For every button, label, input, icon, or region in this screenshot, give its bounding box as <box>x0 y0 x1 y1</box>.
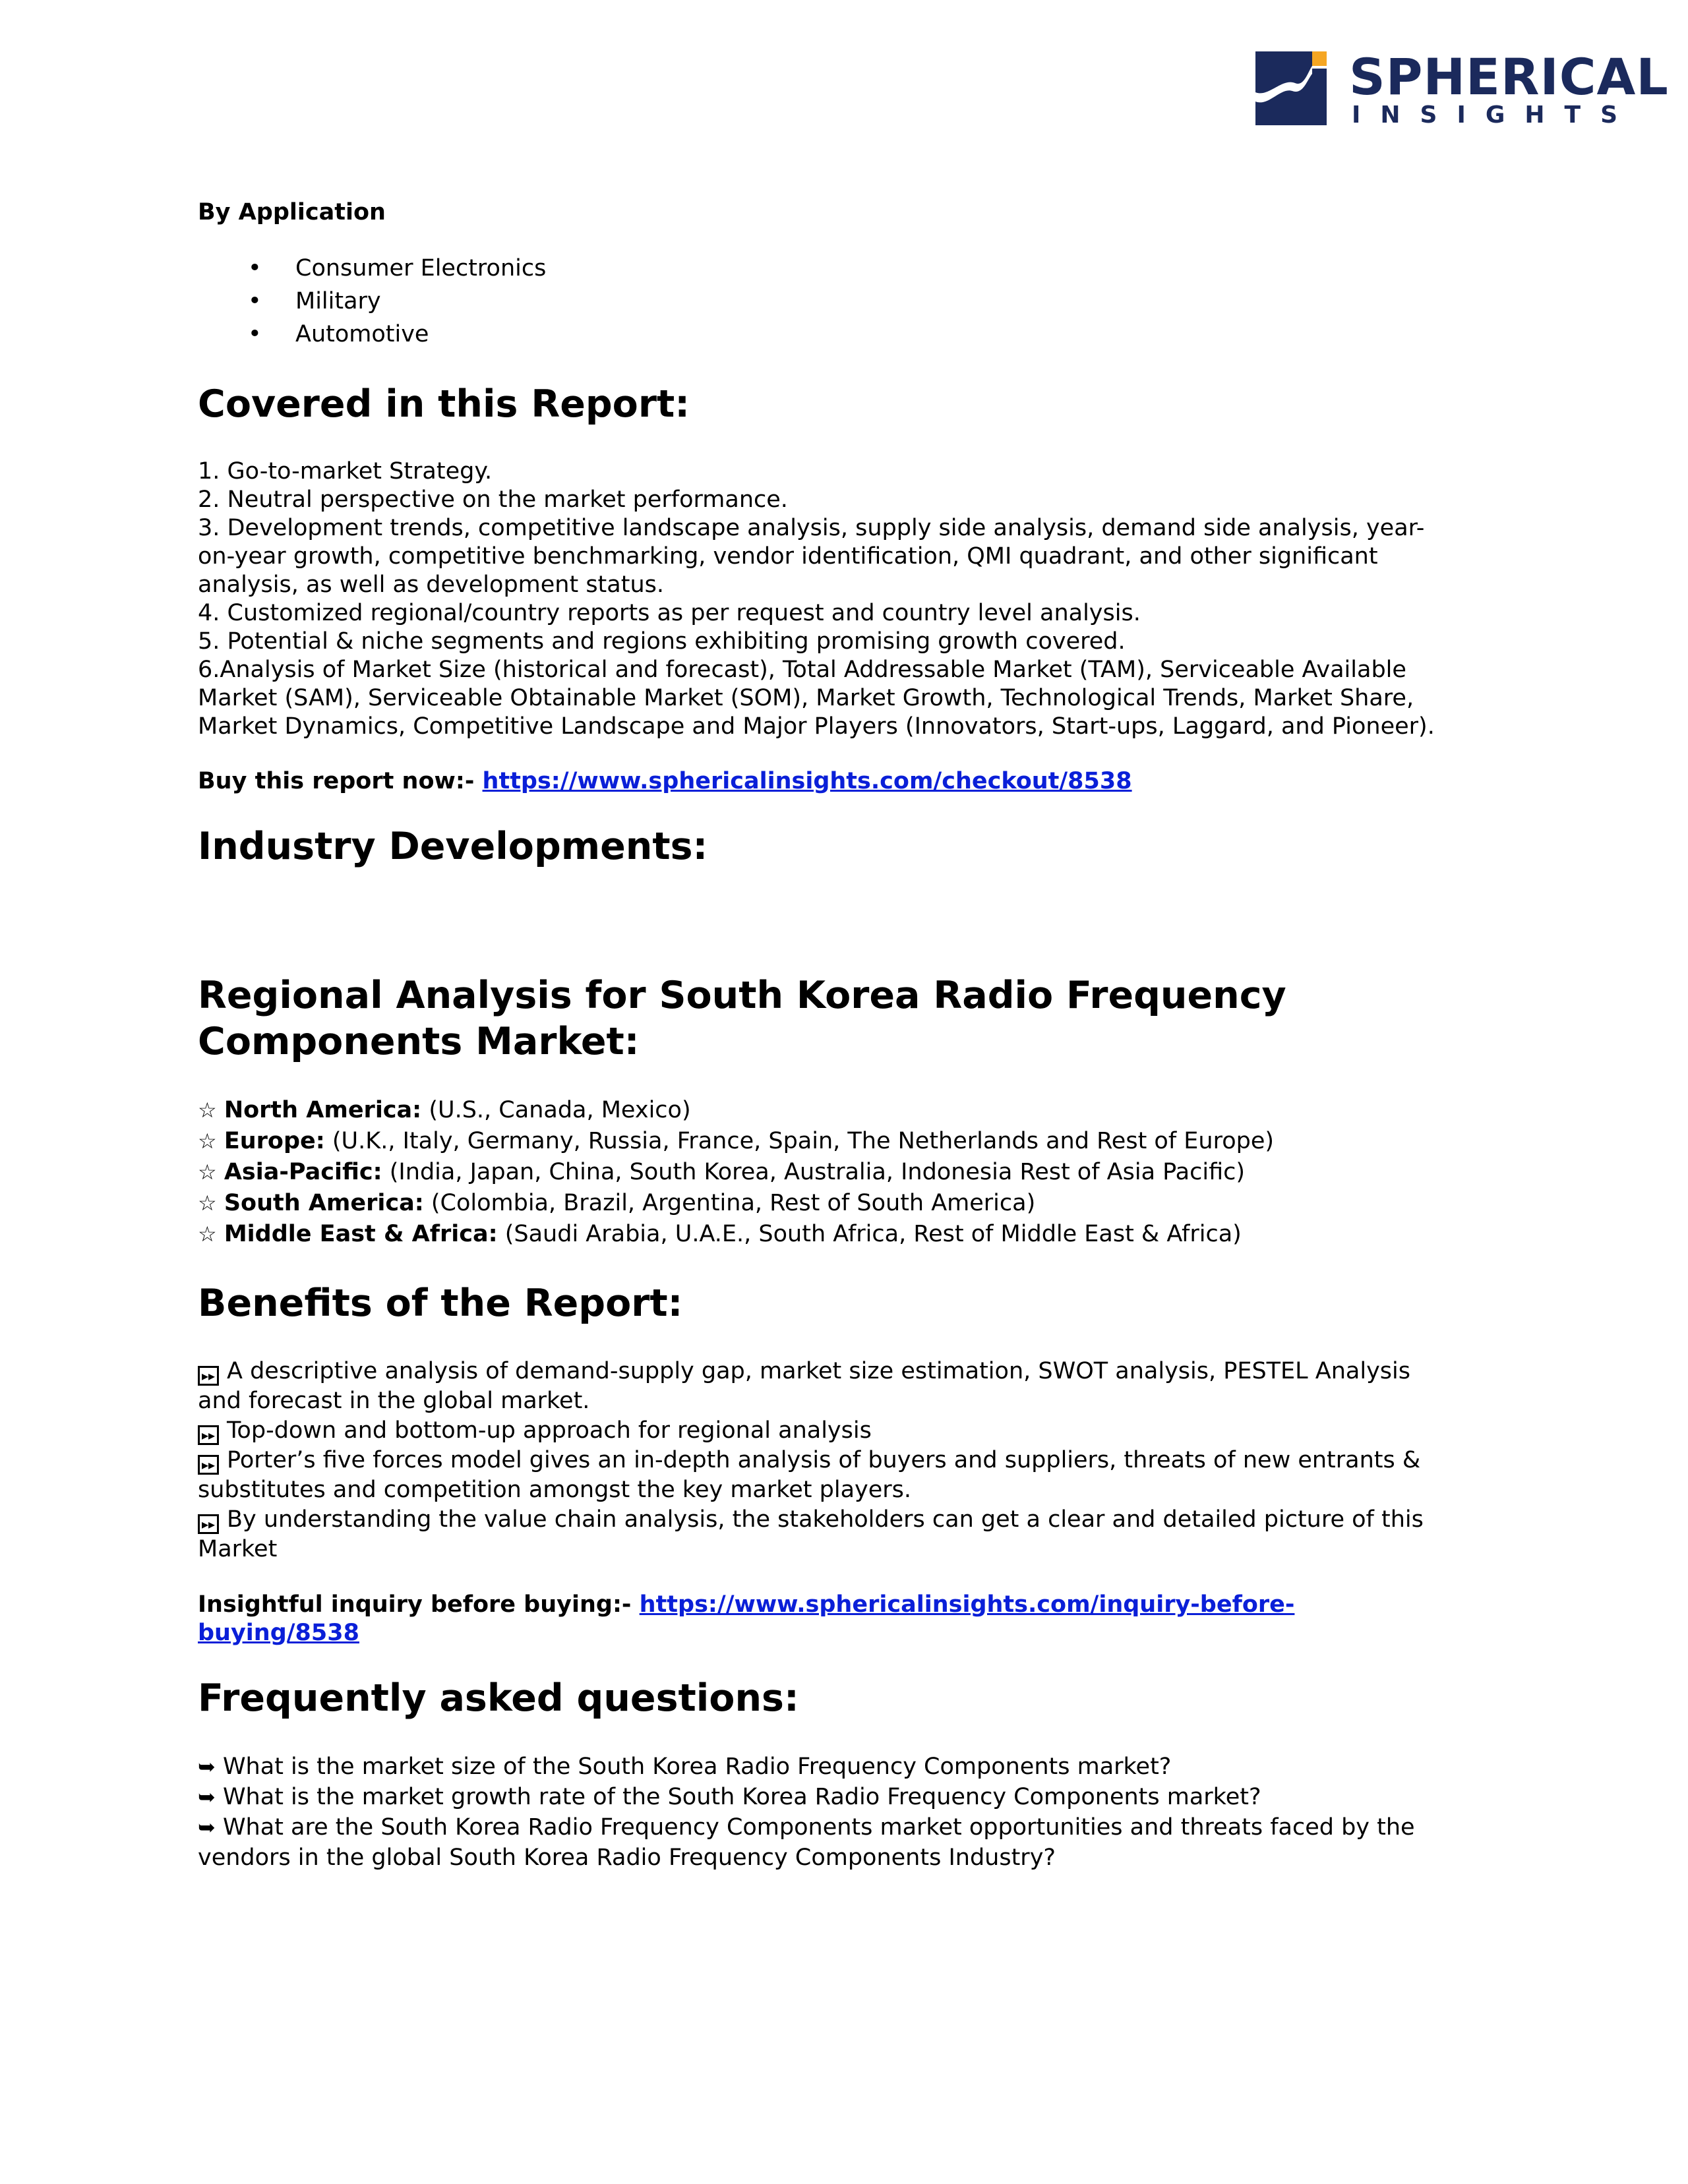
region-item: ☆ South America: (Colombia, Brazil, Argentina, Rest of South America) <box>198 1188 1490 1219</box>
faq-heading: Frequently asked questions: <box>198 1676 799 1720</box>
inquiry-line <box>198 1591 1490 1647</box>
star-icon: ☆ <box>198 1191 217 1216</box>
covered-line: 3. Development trends, competitive landscape analysis, supply side analysis, demand side analysis, year- <box>198 515 1425 541</box>
benefit-item-continued: substitutes and competition amongst the key market players. <box>198 1477 912 1503</box>
spherical-insights-logo <box>1255 47 1669 129</box>
regional-analysis-heading: Regional Analysis for South Korea Radio Frequency Components Market: <box>198 974 1286 1063</box>
inquiry-label: Insightful inquiry before buying:- <box>198 1591 640 1618</box>
covered-line: 1. Go-to-market Strategy. <box>198 458 493 485</box>
fast-forward-icon: ▸▸ <box>198 1425 219 1445</box>
region-item: ☆ Europe: (U.K., Italy, Germany, Russia, France, Spain, The Netherlands and Rest of Europe) <box>198 1126 1490 1157</box>
covered-line: analysis, as well as development status. <box>198 572 664 598</box>
benefits-list <box>198 1357 1490 1564</box>
inquiry-link[interactable]: https://www.sphericalinsights.com/inquiry-before- <box>639 1591 1295 1618</box>
star-icon: ☆ <box>198 1098 217 1123</box>
buy-now-line <box>198 767 1490 796</box>
star-icon: ☆ <box>198 1160 217 1185</box>
inquiry-link-continued[interactable]: buying/8538 <box>198 1620 359 1646</box>
list-item: • Automotive <box>295 318 1490 351</box>
covered-line: on-year growth, competitive benchmarking, vendor identification, QMI quadrant, and other significant <box>198 543 1378 570</box>
fast-forward-icon: ▸▸ <box>198 1514 219 1534</box>
arrow-icon: ➥ <box>198 1815 216 1840</box>
arrow-icon: ➥ <box>198 1754 216 1779</box>
logo-mark-icon <box>1255 51 1327 125</box>
application-list <box>198 252 1490 351</box>
bullet-icon: • <box>248 321 262 347</box>
fast-forward-icon: ▸▸ <box>198 1366 219 1386</box>
benefit-item: ▸▸ By understanding the value chain analysis, the stakeholders can get a clear and detailed picture of this <box>198 1505 1490 1535</box>
benefit-item-continued: Market <box>198 1536 278 1562</box>
covered-line: Market (SAM), Serviceable Obtainable Market (SOM), Market Growth, Technological Trends, Market Share, <box>198 685 1414 711</box>
arrow-icon: ➥ <box>198 1785 216 1810</box>
covered-line: 6.Analysis of Market Size (historical and forecast), Total Addressable Market (TAM), Serviceable Available <box>198 657 1406 683</box>
faq-item: ➥ What are the South Korea Radio Frequency Components market opportunities and threats faced by the <box>198 1812 1490 1843</box>
benefits-heading: Benefits of the Report: <box>198 1282 683 1325</box>
region-item: ☆ Asia-Pacific: (India, Japan, China, South Korea, Australia, Indonesia Rest of Asia Pacific) <box>198 1157 1490 1188</box>
faq-list <box>198 1752 1490 1873</box>
covered-line: Market Dynamics, Competitive Landscape and Major Players (Innovators, Start-ups, Laggard, and Pioneer). <box>198 713 1435 740</box>
bullet-icon: • <box>248 255 262 281</box>
faq-item: ➥ What is the market growth rate of the South Korea Radio Frequency Components market? <box>198 1782 1490 1812</box>
region-item: ☆ Middle East & Africa: (Saudi Arabia, U.A.E., South Africa, Rest of Middle East & Africa) <box>198 1219 1490 1250</box>
logo-text-spherical: SPHERICAL <box>1349 47 1669 106</box>
buy-now-label: Buy this report now:- <box>198 768 483 794</box>
benefit-item-continued: and forecast in the global market. <box>198 1388 590 1414</box>
list-item: • Consumer Electronics <box>295 252 1490 285</box>
document-body <box>198 195 1490 1873</box>
benefit-item: ▸▸ A descriptive analysis of demand-supply gap, market size estimation, SWOT analysis, PESTEL Analysis <box>198 1357 1490 1386</box>
benefit-item: ▸▸ Porter’s five forces model gives an in-depth analysis of buyers and suppliers, threats of new entrants & <box>198 1446 1490 1475</box>
buy-now-link[interactable]: https://www.sphericalinsights.com/checkout/8538 <box>482 768 1132 794</box>
list-item: • Military <box>295 285 1490 318</box>
fast-forward-icon: ▸▸ <box>198 1455 219 1475</box>
covered-heading: Covered in this Report: <box>198 382 690 426</box>
regions-list <box>198 1095 1490 1250</box>
bullet-icon: • <box>248 288 262 314</box>
industry-developments-heading: Industry Developments: <box>198 825 708 868</box>
star-icon: ☆ <box>198 1129 217 1154</box>
region-item: ☆ North America: (U.S., Canada, Mexico) <box>198 1095 1490 1126</box>
faq-item: ➥ What is the market size of the South Korea Radio Frequency Components market? <box>198 1752 1490 1782</box>
benefit-item: ▸▸ Top-down and bottom-up approach for regional analysis <box>198 1416 1490 1446</box>
by-application-label: By Application <box>198 199 386 225</box>
covered-line: 5. Potential & niche segments and regions exhibiting promising growth covered. <box>198 628 1126 655</box>
covered-line: 2. Neutral perspective on the market performance. <box>198 487 788 513</box>
star-icon: ☆ <box>198 1222 217 1247</box>
logo-text-insights: INSIGHTS <box>1352 102 1638 129</box>
faq-item-continued: vendors in the global South Korea Radio Frequency Components Industry? <box>198 1845 1056 1871</box>
covered-line: 4. Customized regional/country reports as per request and country level analysis. <box>198 600 1141 626</box>
covered-list <box>198 457 1490 741</box>
